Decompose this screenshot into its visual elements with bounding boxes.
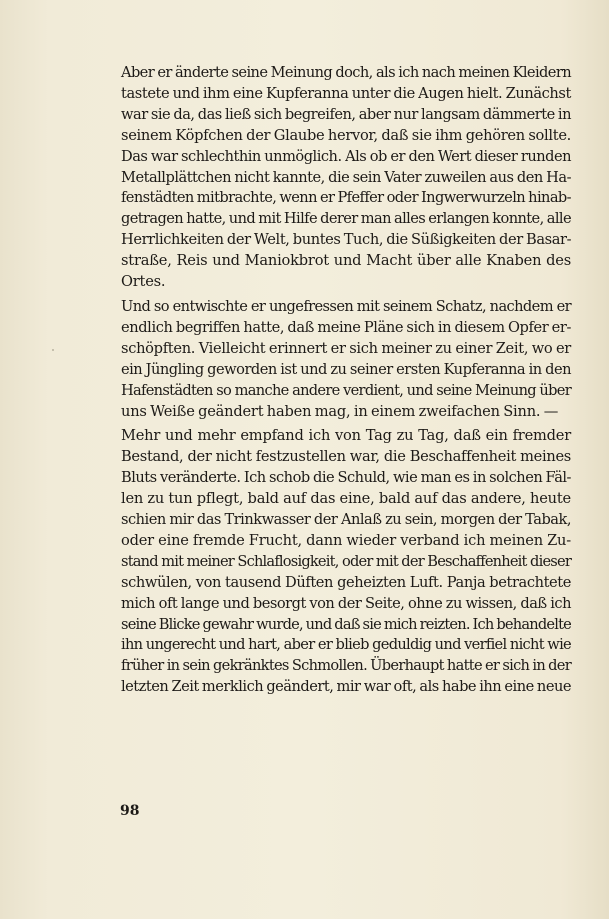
- text-line: tastete und ihm eine Kupferanna unter die Augen hielt. Zunächst: [121, 84, 571, 102]
- text-line: Hafenstädten so manche andere verdient, und seine Meinung über: [121, 381, 571, 399]
- text-line: Herrlichkeiten der Welt, buntes Tuch, die Süßigkeiten der Basar-: [121, 231, 572, 249]
- text-line: früher in sein gekränktes Schmollen. Überhaupt hatte er sich in der: [121, 657, 571, 675]
- text-line: schien mir das Trinkwasser der Anlaß zu sein, morgen der Tabak,: [121, 511, 571, 529]
- text-line: Mehr und mehr empfand ich von Tag zu Tag, daß ein fremder: [121, 427, 571, 445]
- text-line: Bluts veränderte. Ich schob die Schuld, wie man es in solchen Fäl-: [121, 469, 571, 487]
- text-line: seinem Köpfchen der Glaube hervor, daß sie ihm gehören sollte.: [121, 126, 571, 144]
- page-number: 98: [120, 803, 140, 819]
- text-line: ihn ungerecht und hart, aber er blieb geduldig und verfiel nicht wie: [121, 636, 571, 654]
- text-line: seine Blicke gewahr wurde, und daß sie mich reizten. Ich behandelte: [121, 615, 571, 633]
- text-line: war sie da, das ließ sich begreifen, aber nur langsam dämmerte in: [121, 105, 571, 123]
- text-line: Bestand, der nicht festzustellen war, die Beschaffenheit meines: [121, 448, 571, 466]
- text-line: schöpften. Vielleicht erinnert er sich meiner zu einer Zeit, wo er: [121, 339, 571, 357]
- paragraph-2: [121, 297, 571, 422]
- text-line: uns Weiße geändert haben mag, in einem zweifachen Sinn. —: [121, 402, 559, 420]
- text-line: mich oft lange und besorgt von der Seite, ohne zu wissen, daß ich: [121, 594, 571, 612]
- text-line: ein Jüngling geworden ist und zu seiner ersten Kupferanna in den: [121, 360, 571, 378]
- paper-speck: [52, 349, 54, 351]
- text-line: Und so entwischte er ungefressen mit seinem Schatz, nachdem er: [121, 297, 571, 315]
- text-line: Aber er änderte seine Meinung doch, als ich nach meinen Kleidern: [121, 64, 571, 81]
- text-line: Metallplättchen nicht kannte, die sein Vater zuweilen aus den Ha-: [121, 168, 571, 186]
- text-line: stand mit meiner Schlaflosigkeit, oder mit der Beschaffenheit dieser: [121, 552, 571, 570]
- text-line: endlich begriffen hatte, daß meine Pläne sich in diesem Opfer er-: [121, 318, 571, 336]
- text-line: getragen hatte, und mit Hilfe derer man alles erlangen konnte, alle: [121, 210, 571, 228]
- text-line: fenstädten mitbrachte, wenn er Pfeffer oder Ingwerwurzeln hinab-: [121, 189, 571, 207]
- text-line: straße, Reis und Maniokbrot und Macht über alle Knaben des: [121, 252, 571, 270]
- paragraph-3: [121, 426, 571, 698]
- text-line: letzten Zeit merklich geändert, mir war oft, als habe ihn eine neue: [121, 678, 571, 696]
- text-line: schwülen, von tausend Düften geheizten Luft. Panja betrachtete: [121, 573, 571, 591]
- paragraph-1: [121, 63, 571, 293]
- text-line: Das war schlechthin unmöglich. Als ob er den Wert dieser runden: [121, 147, 571, 165]
- text-line: Ortes.: [121, 273, 166, 291]
- text-line: len zu tun pflegt, bald auf das eine, bald auf das andere, heute: [121, 490, 571, 508]
- text-line: oder eine fremde Frucht, dann wieder verband ich meinen Zu-: [121, 531, 571, 549]
- body-text: [121, 63, 571, 698]
